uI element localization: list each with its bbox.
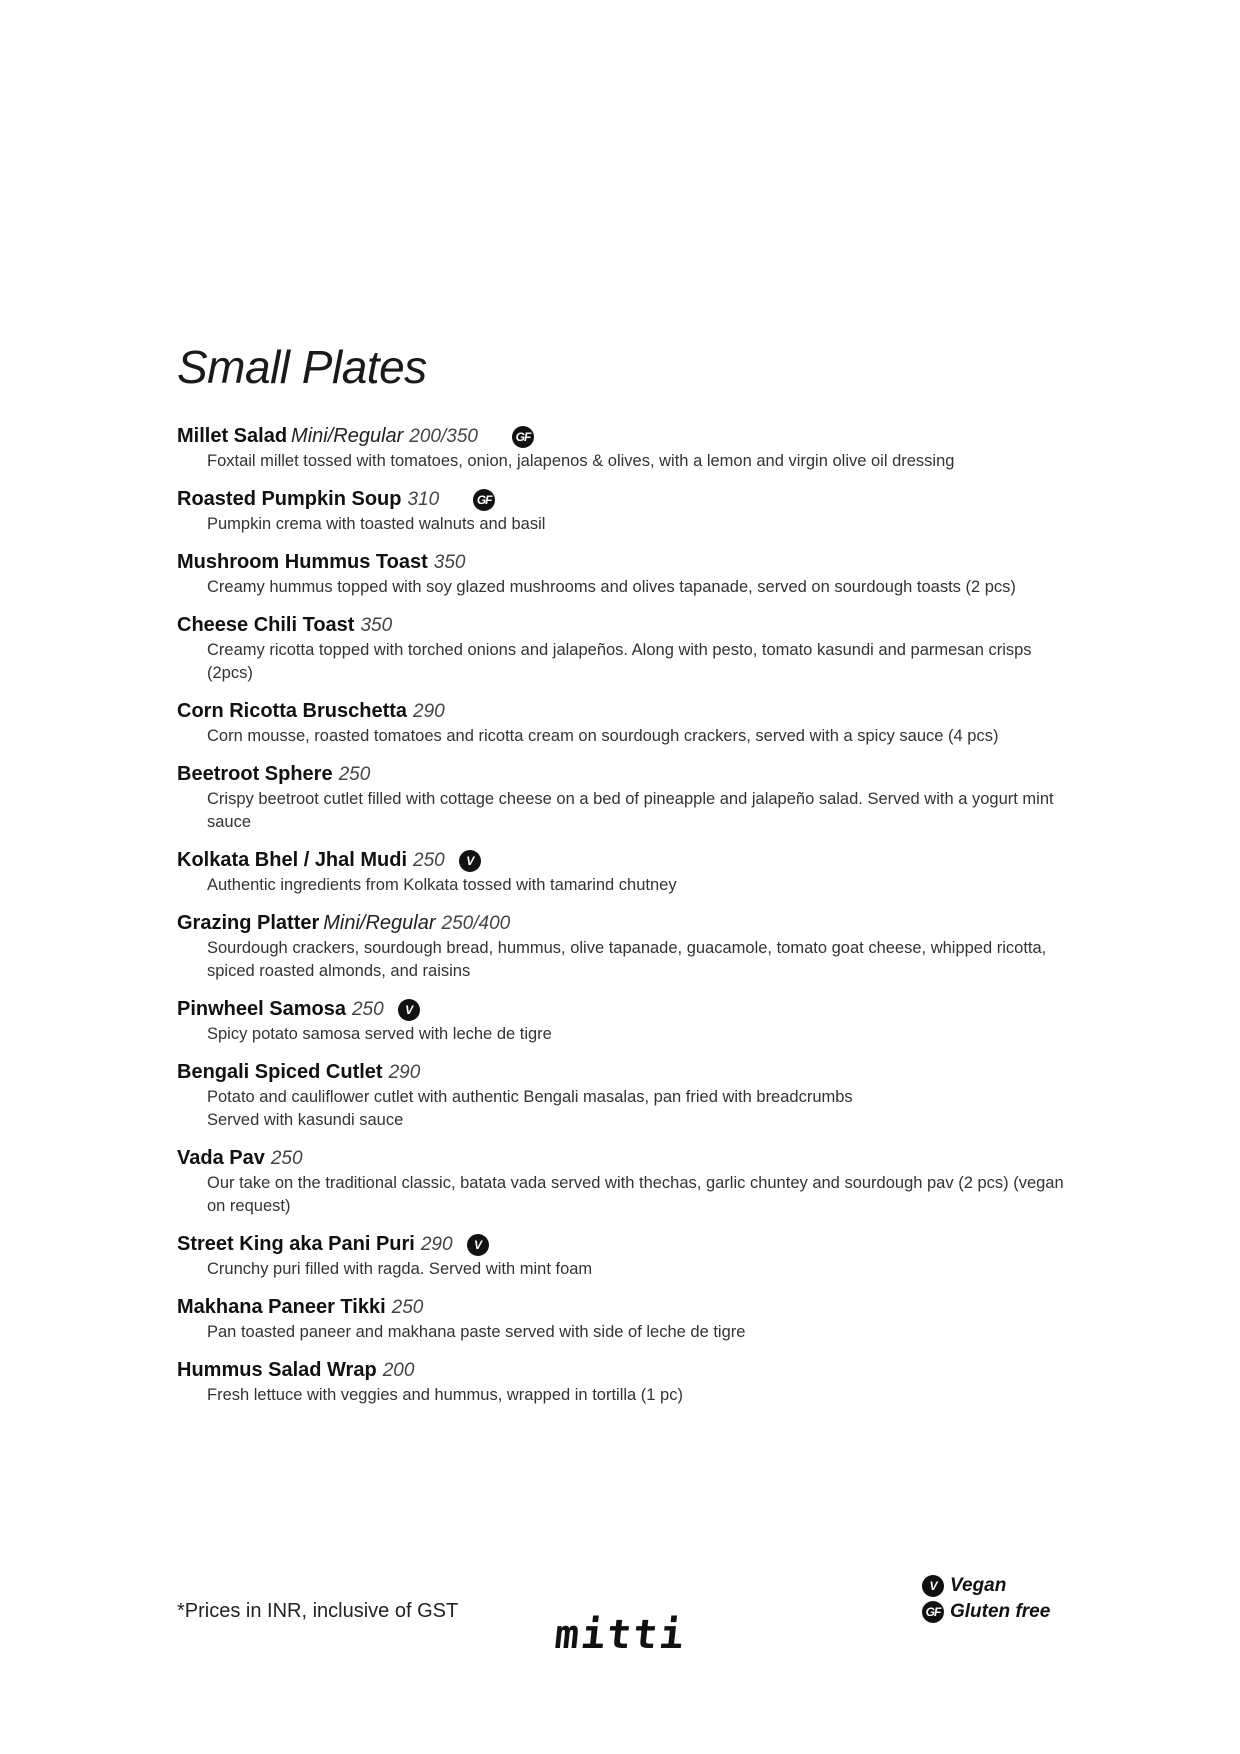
menu-item-price: 250 xyxy=(270,1148,303,1169)
menu-item xyxy=(177,910,1077,983)
menu-item-header xyxy=(177,1145,1077,1172)
menu-item-description: Potato and cauliflower cutlet with authentic Bengali masalas, pan fried with breadcrumbs Served with kasundi sauce xyxy=(207,1088,853,1129)
menu-item-price: 250/400 xyxy=(441,913,511,934)
vegan-badge-icon: V xyxy=(459,850,481,872)
menu-item-header xyxy=(177,1231,1077,1258)
menu-item xyxy=(177,847,1077,897)
menu-item-price: 290 xyxy=(388,1062,421,1083)
menu-item-price: 250 xyxy=(413,850,445,871)
menu-item-price: 310 xyxy=(407,489,440,510)
menu-item-description: Foxtail millet tossed with tomatoes, onion, jalapenos & olives, with a lemon and virgin olive oil dressing xyxy=(207,452,955,470)
menu-item-price: 290 xyxy=(420,1234,453,1255)
menu-item-header xyxy=(177,612,1077,639)
menu-item-name: Roasted Pumpkin Soup xyxy=(177,488,402,510)
menu-item-name: Vada Pav xyxy=(177,1147,265,1169)
menu-item-description: Crunchy puri filled with ragda. Served with mint foam xyxy=(207,1260,593,1278)
menu-item xyxy=(177,1294,1077,1344)
menu-item-header xyxy=(177,486,1077,513)
menu-item-description: Corn mousse, roasted tomatoes and ricotta cream on sourdough crackers, served with a spicy sauce (4 pcs) xyxy=(207,727,999,745)
menu-item-header xyxy=(177,910,1077,937)
gluten-free-badge-icon: GF xyxy=(473,489,495,511)
menu-item-header xyxy=(177,761,1077,788)
legend-gluten-free-label: Gluten free xyxy=(950,1601,1051,1622)
menu-item-price: 250 xyxy=(338,764,371,785)
menu-item xyxy=(177,1231,1077,1281)
menu-item-name: Street King aka Pani Puri xyxy=(177,1233,415,1255)
menu-item xyxy=(177,612,1077,685)
menu-item-description: Pumpkin crema with toasted walnuts and basil xyxy=(207,515,546,533)
menu-item-header xyxy=(177,1357,1077,1384)
gluten-free-badge-icon: GF xyxy=(922,1601,944,1623)
menu-item-price: 200 xyxy=(382,1360,415,1381)
menu-item-header xyxy=(177,1059,1077,1086)
menu-item-name: Hummus Salad Wrap xyxy=(177,1359,377,1381)
menu-item xyxy=(177,1059,1077,1132)
menu-item-description: Authentic ingredients from Kolkata tossed with tamarind chutney xyxy=(207,876,677,894)
menu-item xyxy=(177,1145,1077,1218)
menu-item-size: Mini/Regular xyxy=(323,912,436,934)
menu-item xyxy=(177,996,1077,1046)
menu-item-description: Crispy beetroot cutlet filled with cottage cheese on a bed of pineapple and jalapeño salad. Served with a yogurt mint sauce xyxy=(207,790,1054,831)
menu-item-name: Beetroot Sphere xyxy=(177,763,333,785)
gluten-free-badge-icon: GF xyxy=(512,426,534,448)
legend-vegan xyxy=(922,1573,1050,1599)
page-title: Small Plates xyxy=(177,341,427,393)
menu-item-header xyxy=(177,423,1077,450)
menu-item xyxy=(177,549,1077,599)
legend-gluten-free xyxy=(922,1599,1050,1625)
menu-item-price: 350 xyxy=(360,615,393,636)
menu-item-description: Pan toasted paneer and makhana paste served with side of leche de tigre xyxy=(207,1323,746,1341)
menu-item-name: Millet Salad xyxy=(177,425,288,447)
mitti-logo: mitti xyxy=(552,1612,688,1658)
menu-item xyxy=(177,1357,1077,1407)
price-footnote: *Prices in INR, inclusive of GST xyxy=(177,1600,459,1622)
menu-item-price: 250 xyxy=(391,1297,424,1318)
menu-item-price: 250 xyxy=(351,999,384,1020)
menu-item-name: Makhana Paneer Tikki xyxy=(177,1296,386,1318)
menu-item-description: Creamy hummus topped with soy glazed mushrooms and olives tapanade, served on sourdough toasts (2 pcs) xyxy=(207,578,1016,596)
menu-item xyxy=(177,423,1077,473)
menu-list xyxy=(177,423,1077,1420)
vegan-badge-icon: V xyxy=(398,999,420,1021)
menu-item xyxy=(177,761,1077,834)
menu-item-name: Kolkata Bhel / Jhal Mudi xyxy=(177,849,408,871)
menu-item-header xyxy=(177,1294,1077,1321)
menu-item xyxy=(177,698,1077,748)
menu-item-name: Grazing Platter xyxy=(177,912,320,934)
menu-item-header xyxy=(177,698,1077,725)
menu-item-header xyxy=(177,549,1077,576)
menu-item-description: Creamy ricotta topped with torched onions and jalapeños. Along with pesto, tomato kasundi and parmesan crisps (2pcs) xyxy=(207,641,1032,682)
menu-item-description: Fresh lettuce with veggies and hummus, wrapped in tortilla (1 pc) xyxy=(207,1386,683,1404)
menu-item-description: Our take on the traditional classic, batata vada served with thechas, garlic chuntey and sourdough pav (2 pcs) (vegan on request) xyxy=(207,1174,1064,1215)
menu-item-name: Cheese Chili Toast xyxy=(177,614,355,636)
menu-item-price: 350 xyxy=(433,552,466,573)
menu-item-name: Pinwheel Samosa xyxy=(177,998,346,1020)
menu-item-header xyxy=(177,847,1077,874)
menu-item-header xyxy=(177,996,1077,1023)
menu-item-name: Bengali Spiced Cutlet xyxy=(177,1061,383,1083)
vegan-badge-icon: V xyxy=(467,1234,489,1256)
legend-vegan-label: Vegan xyxy=(950,1575,1007,1596)
menu-item-size: Mini/Regular xyxy=(291,425,404,447)
menu-item-description: Sourdough crackers, sourdough bread, hummus, olive tapanade, guacamole, tomato goat cheese, whipped ricotta, spiced roasted almonds, and raisins xyxy=(207,939,1047,980)
menu-item-price: 200/350 xyxy=(409,426,478,447)
dietary-legend xyxy=(922,1573,1050,1625)
menu-item-name: Mushroom Hummus Toast xyxy=(177,551,428,573)
menu-item xyxy=(177,486,1077,536)
menu-item-price: 290 xyxy=(413,701,445,722)
menu-item-name: Corn Ricotta Bruschetta xyxy=(177,700,408,722)
menu-item-description: Spicy potato samosa served with leche de tigre xyxy=(207,1025,552,1043)
vegan-badge-icon: V xyxy=(922,1575,944,1597)
